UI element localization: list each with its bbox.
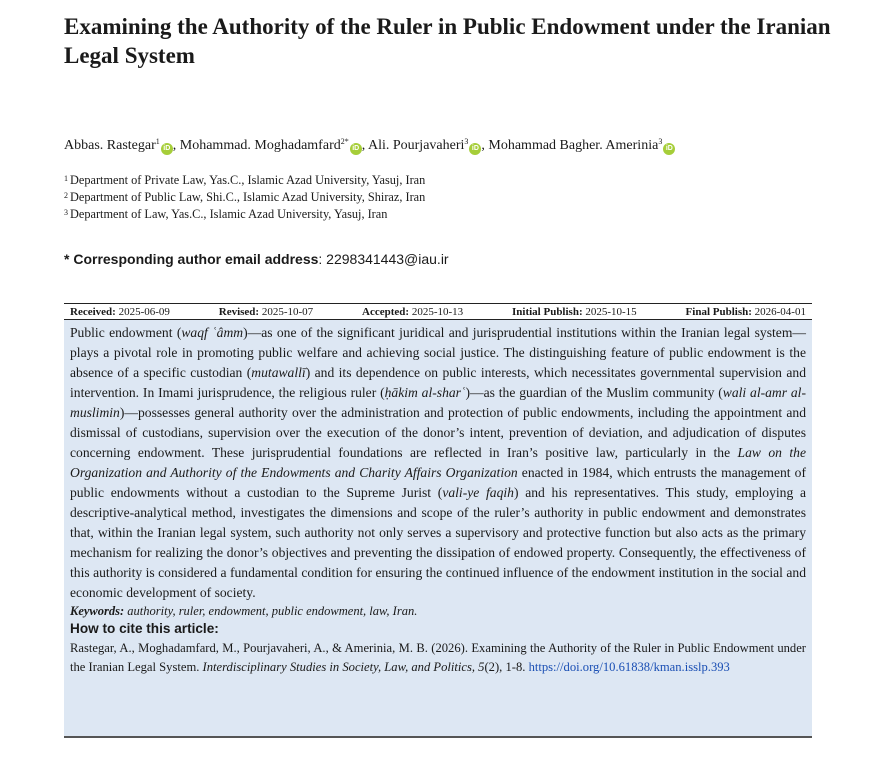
author-name: Mohammad Bagher. Amerinia [488, 138, 659, 153]
date-label: Initial Publish: [512, 305, 583, 318]
abstract-term: waqf ʿâmm [181, 325, 244, 340]
abstract-segment: )—as the guardian of the Muslim community ( [465, 385, 723, 400]
affiliation-item [64, 171, 854, 188]
date-label: Final Publish: [685, 305, 752, 318]
citation-segment: Rastegar, A., Moghadamfard, M., Pourjavaheri, A., & Amerinia, M. B. (2026). Examining the Authority of the Ruler in Public Endowment under the Iranian Legal System. [70, 641, 806, 674]
affiliation-number: 2 [64, 191, 68, 200]
doi-link[interactable]: https://doi.org/10.61838/kman.isslp.393 [528, 660, 730, 674]
abstract-segment: Public endowment ( [70, 325, 182, 340]
date-value: 2026-04-01 [754, 305, 806, 318]
date-value: 2025-10-15 [585, 305, 637, 318]
corresponding-author [64, 251, 854, 267]
abstract-segment: ) and his representatives. This study, employing a descriptive-analytical method, investigates the dimensions and scope of the ruler’s authority in public endowment and demonstrates that, within the Iranian legal system, such authority not only serves a supervisory and protective function but also acts as the primary mechanism for realizing the donor’s objectives and preventing the dissipation of endowed property. Consequently, the effectiveness of this authority is considered a fundamental condition for ensuring the continued influence of the endowment institution in the social and economic development of society. [70, 485, 806, 600]
author-3 [368, 138, 488, 153]
affiliation-text: Department of Law, Yas.C., Islamic Azad University, Yasuj, Iran [70, 207, 388, 221]
date-value: 2025-06-09 [118, 305, 170, 318]
author-4 [488, 138, 675, 153]
abstract-segment: ) and its dependence on public interests, which necessitates governmental supervision and intervention. In Imami jurisprudence, the religious ruler ( [70, 365, 806, 400]
orcid-icon[interactable]: iD [469, 143, 481, 155]
orcid-icon[interactable]: iD [350, 143, 362, 155]
date-revised [219, 306, 313, 318]
abstract-term: vali-ye faqih [442, 485, 514, 500]
affiliation-item [64, 205, 854, 222]
how-to-cite-heading: How to cite this article: [70, 621, 219, 636]
keywords [70, 603, 806, 619]
citation-journal: Interdisciplinary Studies in Society, Law, and Politics, 5 [202, 660, 485, 674]
abstract-segment: )—as one of the significant juridical and jurisprudential institutions within the Iranian legal system—plays a pivotal role in promoting public welfare and achieving social justice. The distinguishing feature of public endowment is the absence of a specific custodian ( [70, 325, 806, 380]
author-affil-mark: 2* [340, 137, 349, 146]
author-name: Abbas. Rastegar [64, 138, 156, 153]
orcid-icon[interactable]: iD [663, 143, 675, 155]
date-received [70, 306, 170, 318]
abstract-term: mutawallī [251, 365, 306, 380]
author-name: Ali. Pourjavaheri [367, 138, 465, 153]
citation-segment: (2), 1-8. [484, 660, 526, 674]
author-affil-mark: 3 [464, 137, 469, 146]
abstract-law-title: Law on the Organization and Authority of the Endowments and Charity Affairs Organization [70, 445, 807, 480]
author-separator: , [172, 138, 180, 153]
orcid-icon[interactable]: iD [161, 143, 173, 155]
affiliation-list [64, 171, 854, 222]
affiliation-number: 3 [64, 208, 68, 217]
author-separator: , [481, 138, 489, 153]
keywords-label: Keywords: [70, 604, 125, 618]
abstract-term: ḥākim al-sharʿ [384, 385, 466, 400]
date-label: Received: [70, 305, 116, 318]
author-name: Mohammad. Moghadamfard [179, 138, 341, 153]
date-value: 2025-10-07 [261, 305, 314, 318]
author-1 [64, 138, 180, 153]
affiliation-text: Department of Private Law, Yas.C., Islamic Azad University, Yasuj, Iran [70, 173, 426, 187]
publication-dates-bar [64, 303, 812, 320]
abstract-text [70, 323, 806, 603]
affiliation-item [64, 188, 854, 205]
abstract-segment: )—possesses general authority over the administration and protection of public endowments, including the appointment and dismissal of custodians, supervision over the execution of the donor’s intent, prevention of deviation, and adjudication of disputes concerning endowment. These jurisprudential foundations are reflected in Iran’s positive law, particularly in the [70, 405, 806, 460]
author-affil-mark: 3 [658, 137, 663, 146]
citation-text [70, 639, 806, 677]
author-list [64, 137, 854, 155]
author-separator: , [361, 138, 368, 153]
corresponding-colon: : [318, 251, 327, 267]
date-label: Accepted: [362, 305, 410, 318]
author-2 [180, 138, 368, 153]
date-final-publish [686, 306, 806, 318]
date-label: Revised: [218, 305, 260, 318]
date-initial-publish [512, 306, 637, 318]
keywords-text: authority, ruler, endowment, public endowment, law, Iran. [124, 604, 418, 618]
corresponding-label: * Corresponding author email address [64, 251, 319, 267]
author-affil-mark: 1 [155, 137, 160, 146]
abstract-box [64, 320, 812, 738]
abstract-segment: enacted in 1984, which entrusts the management of public endowments without a custodian to the Supreme Jurist ( [70, 465, 806, 500]
affiliation-number: 1 [64, 174, 68, 183]
date-accepted [362, 306, 463, 318]
date-value: 2025-10-13 [411, 305, 464, 318]
affiliation-text: Department of Public Law, Shi.C., Islamic Azad University, Shiraz, Iran [70, 190, 426, 204]
paper-title: Examining the Authority of the Ruler in Public Endowment under the Iranian Legal System [64, 14, 831, 68]
abstract-term: wali al-amr al-muslimin [70, 385, 806, 420]
corresponding-email[interactable]: 2298341443@iau.ir [326, 251, 449, 267]
